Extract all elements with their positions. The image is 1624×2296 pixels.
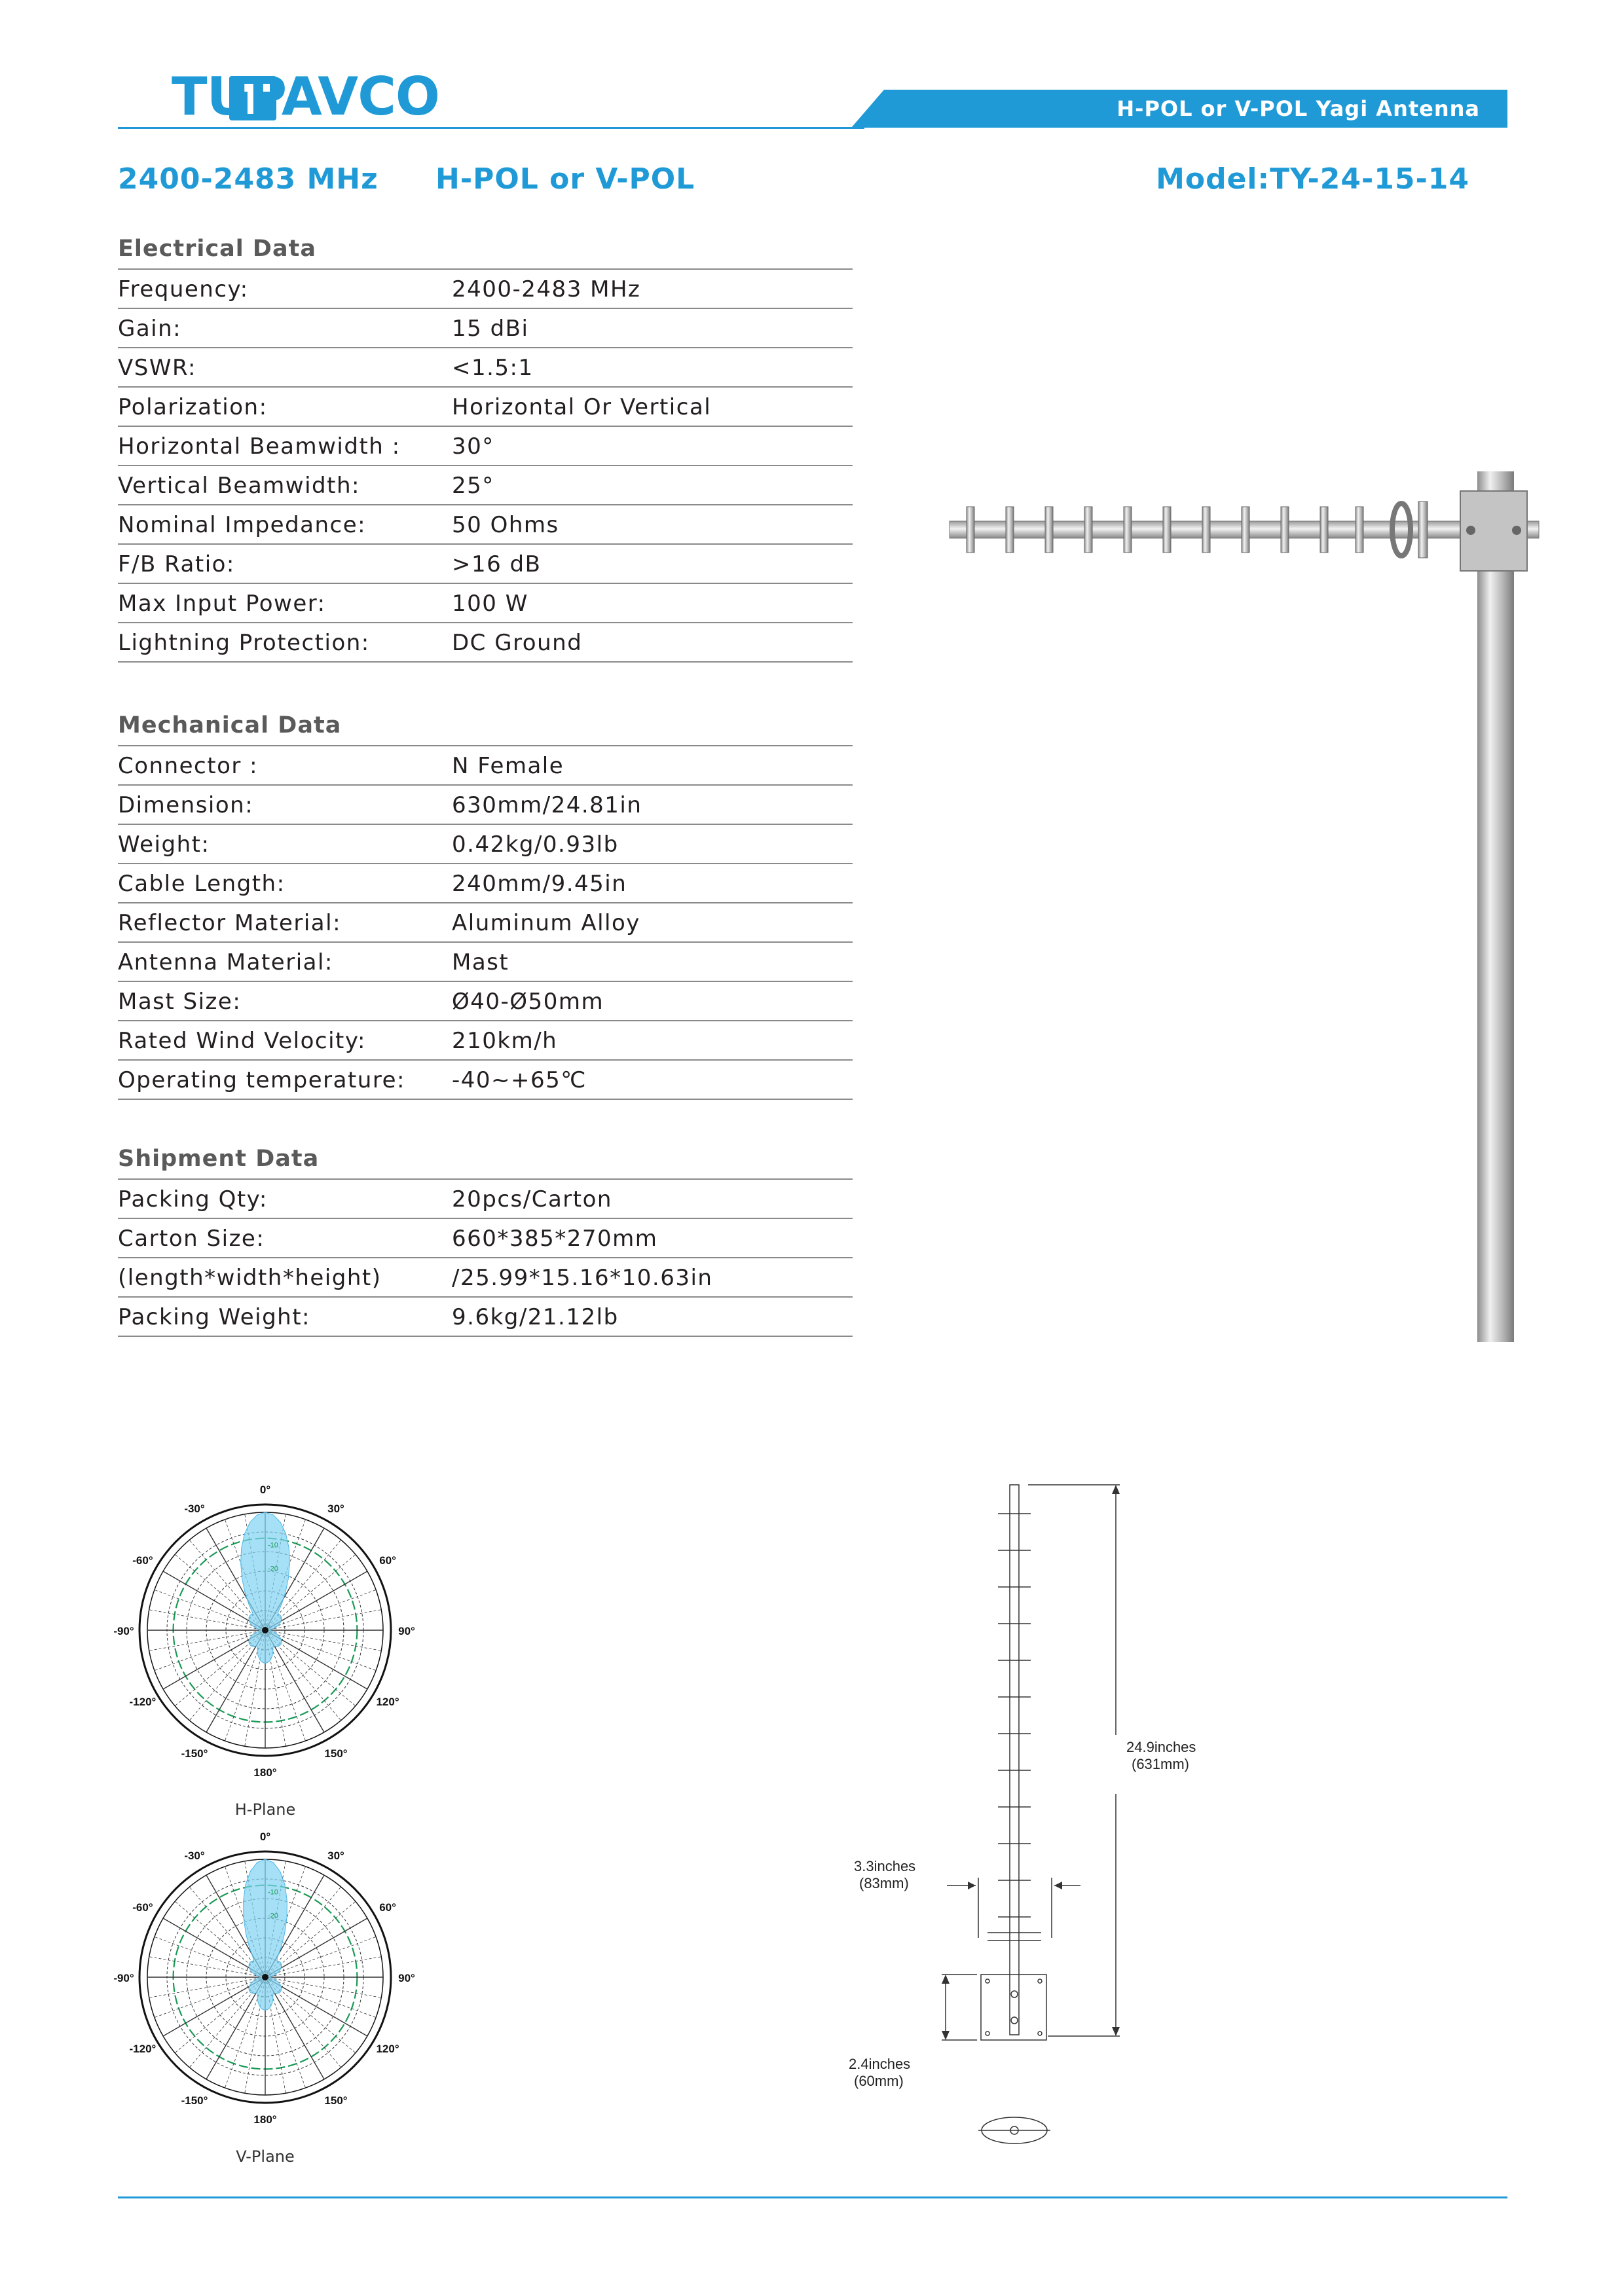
spec-label: Packing Qty: (118, 1186, 268, 1212)
frequency-heading: 2400-2483 MHz (118, 162, 378, 196)
spec-value: DC Ground (452, 630, 583, 656)
spec-value: 240mm/9.45in (452, 871, 627, 897)
angle-label: 30° (327, 1502, 344, 1515)
spec-row (118, 623, 853, 663)
angle-label: -30° (184, 1502, 205, 1515)
angle-label: -60° (132, 1554, 153, 1567)
spec-row (118, 1258, 853, 1298)
ring-label: -10 (268, 1541, 278, 1550)
spec-label: VSWR: (118, 355, 196, 381)
spec-value: 15 dBi (452, 316, 529, 342)
spec-label: Horizontal Beamwidth : (118, 433, 401, 460)
spec-value: 210km/h (452, 1028, 558, 1054)
h-plane-caption: H-Plane (234, 1800, 296, 1819)
spec-label: Packing Weight: (118, 1304, 310, 1330)
spec-label: Antenna Material: (118, 949, 333, 975)
length-inches-label: 24.9inches (1126, 1739, 1196, 1755)
ring-label: -20 (268, 1565, 278, 1573)
spec-row (118, 903, 853, 943)
dimension-drawing (838, 1480, 1205, 2174)
spec-row (118, 982, 853, 1021)
angle-label: -90° (113, 1625, 134, 1637)
spec-value: /25.99*15.16*10.63in (452, 1265, 713, 1291)
spec-value: Mast (452, 949, 509, 975)
spec-label: Dimension: (118, 792, 254, 818)
model-heading: Model:TY-24-15-14 (1156, 162, 1469, 196)
spec-label: Polarization: (118, 394, 268, 420)
spec-label: Weight: (118, 831, 210, 858)
spec-value: 2400-2483 MHz (452, 276, 641, 302)
angle-label: -120° (129, 2043, 157, 2055)
angle-label: -30° (184, 1849, 205, 1862)
spec-row (118, 1180, 853, 1219)
spec-row (118, 864, 853, 903)
angle-label: 150° (324, 2094, 348, 2107)
mechanical-title: Mechanical Data (118, 712, 342, 738)
spec-row (118, 584, 853, 623)
spec-row (118, 270, 853, 309)
ring-label: -20 (268, 1912, 278, 1920)
spec-value: -40~+65℃ (452, 1067, 587, 1093)
spec-value: >16 dB (452, 551, 542, 577)
spec-row (118, 943, 853, 982)
spec-value: 50 Ohms (452, 512, 559, 538)
angle-label: 60° (379, 1554, 396, 1567)
spec-value: Horizontal Or Vertical (452, 394, 712, 420)
angle-label: -150° (181, 1747, 208, 1760)
spec-row (118, 1298, 853, 1337)
angle-label: 0° (259, 1484, 271, 1496)
angle-label: -120° (129, 1696, 157, 1708)
spec-row (118, 505, 853, 545)
spec-value: N Female (452, 753, 564, 779)
angle-label: 120° (376, 1696, 399, 1708)
spec-label: Max Input Power: (118, 591, 326, 617)
angle-label: 180° (253, 2113, 277, 2126)
spec-label: Nominal Impedance: (118, 512, 367, 538)
spec-label: Carton Size: (118, 1226, 265, 1252)
spec-row (118, 309, 853, 348)
electrical-table (118, 268, 853, 663)
spec-label: Mast Size: (118, 989, 242, 1015)
spec-value: Aluminum Alloy (452, 910, 640, 936)
width-inches-label: 3.3inches (854, 1858, 916, 1874)
spec-value: 630mm/24.81in (452, 792, 642, 818)
spec-label: Frequency: (118, 276, 249, 302)
banner-title: H-POL or V-POL Yagi Antenna (1116, 96, 1480, 121)
angle-label: -60° (132, 1901, 153, 1914)
radiation-lobe (244, 1859, 287, 2010)
pattern-center (262, 1974, 268, 1980)
spec-row (118, 825, 853, 864)
angle-label: 180° (253, 1766, 277, 1779)
width-mm-label: (83mm) (859, 1875, 909, 1891)
spec-label: Vertical Beamwidth: (118, 473, 360, 499)
spec-label: Gain: (118, 316, 182, 342)
spec-value: 9.6kg/21.12lb (452, 1304, 619, 1330)
spec-label: (length*width*height) (118, 1265, 382, 1291)
angle-label: 150° (324, 1747, 348, 1760)
angle-label: 30° (327, 1849, 344, 1862)
spec-row (118, 1061, 853, 1100)
angle-label: 120° (376, 2043, 399, 2055)
v-plane-pattern-chart (113, 1827, 415, 2167)
spec-value: 25° (452, 473, 494, 499)
angle-label: -90° (113, 1972, 134, 1984)
polarization-heading: H-POL or V-POL (435, 162, 695, 196)
spec-value: 20pcs/Carton (452, 1186, 612, 1212)
spec-value: <1.5:1 (452, 355, 534, 381)
spec-row (118, 348, 853, 388)
spec-value: 30° (452, 433, 494, 460)
shipment-title: Shipment Data (118, 1146, 320, 1172)
angle-label: -150° (181, 2094, 208, 2107)
ring-label: -10 (268, 1888, 278, 1897)
spec-value: 660*385*270mm (452, 1226, 658, 1252)
spec-label: Rated Wind Velocity: (118, 1028, 366, 1054)
spec-value: Ø40-Ø50mm (452, 989, 604, 1015)
h-plane-pattern-chart (113, 1480, 415, 1820)
angle-label: 0° (259, 1831, 271, 1843)
spec-label: Lightning Protection: (118, 630, 370, 656)
spec-label: Reflector Material: (118, 910, 342, 936)
pattern-center (262, 1627, 268, 1633)
angle-label: 90° (398, 1972, 415, 1984)
spec-label: Cable Length: (118, 871, 286, 897)
spec-row (118, 466, 853, 505)
angle-label: 60° (379, 1901, 396, 1914)
element-ticks (987, 1514, 1041, 1941)
spec-row (118, 1021, 853, 1061)
header-rule (118, 127, 864, 129)
spec-row (118, 746, 853, 786)
spec-label: F/B Ratio: (118, 551, 235, 577)
mechanical-table (118, 745, 853, 1100)
spec-row (118, 427, 853, 466)
length-mm-label: (631mm) (1132, 1756, 1190, 1772)
spec-label: Connector : (118, 753, 259, 779)
antenna-product-image (943, 465, 1532, 1342)
spec-row (118, 1219, 853, 1258)
angle-label: 90° (398, 1625, 415, 1637)
bracket-mm-label: (60mm) (854, 2073, 904, 2089)
footer-rule (118, 2196, 1507, 2198)
v-plane-caption: V-Plane (236, 2147, 295, 2166)
spec-value: 100 W (452, 591, 528, 617)
spec-label: Operating temperature: (118, 1067, 405, 1093)
spec-value: 0.42kg/0.93lb (452, 831, 619, 858)
electrical-title: Electrical Data (118, 236, 316, 262)
shipment-table (118, 1178, 853, 1337)
brand-name[interactable]: TUPAVCO (172, 66, 439, 127)
spec-row (118, 545, 853, 584)
spec-row (118, 786, 853, 825)
bracket-inches-label: 2.4inches (849, 2056, 911, 2072)
spec-row (118, 388, 853, 427)
